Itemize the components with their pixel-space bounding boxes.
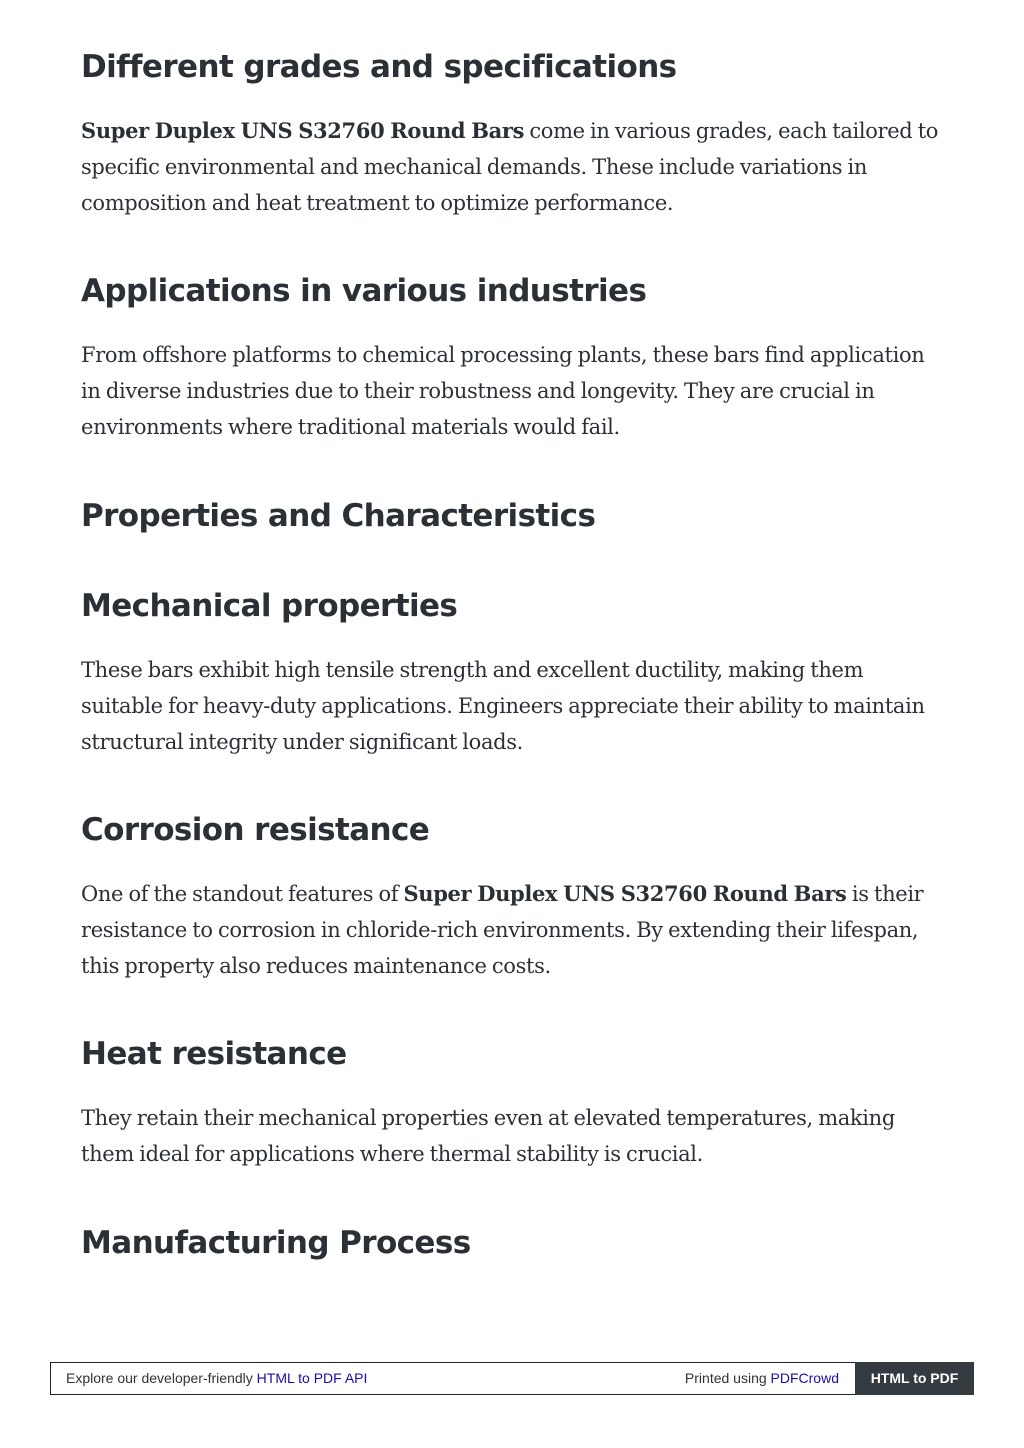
pdfcrowd-link[interactable]: PDFCrowd (770, 1370, 839, 1386)
heading-manufacturing: Manufacturing Process (81, 1225, 471, 1261)
paragraph-corrosion-text: is their resistance to corrosion in chloride-rich environments. By extending their lifespan, this property also reduces maintenance costs. (81, 882, 924, 978)
pdfcrowd-footer (50, 1362, 974, 1395)
heading-properties: Properties and Characteristics (81, 498, 596, 534)
paragraph-corrosion-pre: One of the standout features of (81, 882, 404, 906)
paragraph-grades-text: come in various grades, each tailored to specific environmental and mechanical demands. These include variations in composition and heat treatment to optimize performance. (81, 119, 939, 215)
bold-product-name: Super Duplex UNS S32760 Round Bars (403, 881, 847, 906)
paragraph-heat: They retain their mechanical properties even at elevated temperatures, making them ideal for applications where thermal stability is crucial. (81, 1106, 895, 1166)
heading-applications: Applications in various industries (81, 273, 647, 309)
footer-promo-text: Explore our developer-friendly (66, 1370, 257, 1386)
paragraph-mechanical: These bars exhibit high tensile strength and excellent ductility, making them suitable for heavy-duty applications. Engineers appreciate their ability to maintain structural integrity under significant loads. (81, 658, 925, 754)
bold-product-name: Super Duplex UNS S32760 Round Bars (81, 118, 525, 143)
paragraph-applications: From offshore platforms to chemical processing plants, these bars find application in diverse industries due to their robustness and longevity. They are crucial in environments where traditional materials would fail. (81, 343, 925, 439)
html-to-pdf-api-link[interactable]: HTML to PDF API (256, 1370, 368, 1386)
heading-heat: Heat resistance (81, 1036, 347, 1072)
heading-grades: Different grades and specifications (81, 49, 677, 85)
paragraph-grades (81, 113, 941, 221)
heading-corrosion: Corrosion resistance (81, 812, 430, 848)
paragraph-corrosion (81, 876, 941, 984)
footer-printed-using (685, 1363, 839, 1394)
heading-mechanical: Mechanical properties (81, 588, 458, 624)
html-to-pdf-badge[interactable]: HTML to PDF (855, 1362, 974, 1395)
footer-printed-text: Printed using (684, 1370, 771, 1386)
footer-promo (66, 1363, 367, 1394)
